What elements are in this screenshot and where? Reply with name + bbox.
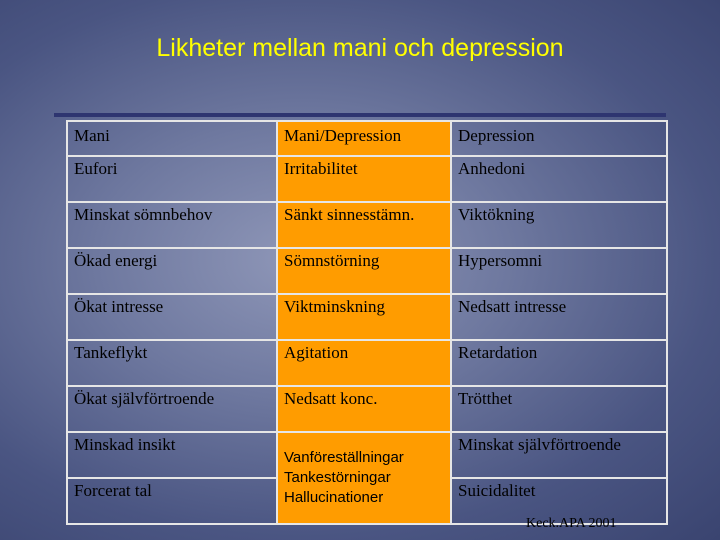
cell-depression: Suicidalitet — [451, 478, 667, 524]
slide-title: Likheter mellan mani och depression — [156, 34, 564, 62]
table-row — [67, 248, 667, 294]
cell-shared: Sömnstörning — [277, 248, 451, 294]
cell-mani: Ökat intresse — [67, 294, 277, 340]
table-row — [67, 340, 667, 386]
table-row — [67, 294, 667, 340]
cell-mani: Eufori — [67, 156, 277, 202]
cell-depression: Viktökning — [451, 202, 667, 248]
cell-mani: Ökad energi — [67, 248, 277, 294]
cell-depression: Retardation — [451, 340, 667, 386]
table-row — [67, 432, 667, 478]
cell-shared: Irritabilitet — [277, 156, 451, 202]
cell-shared-multiline — [277, 432, 451, 524]
cell-depression: Anhedoni — [451, 156, 667, 202]
header-depression: Depression — [451, 121, 667, 156]
cell-line: Tankestörningar — [284, 469, 391, 486]
table-header-row — [67, 121, 667, 156]
title-underline — [54, 113, 666, 117]
table-row — [67, 386, 667, 432]
cell-mani: Ökat självförtroende — [67, 386, 277, 432]
cell-shared: Sänkt sinnesstämn. — [277, 202, 451, 248]
cell-depression: Hypersomni — [451, 248, 667, 294]
cell-shared: Viktminskning — [277, 294, 451, 340]
cell-depression: Trötthet — [451, 386, 667, 432]
cell-depression: Minskat självförtroende — [451, 432, 667, 478]
cell-line: Vanföreställningar — [284, 449, 404, 466]
cell-shared: Agitation — [277, 340, 451, 386]
table-row — [67, 156, 667, 202]
header-mani: Mani — [67, 121, 277, 156]
cell-mani: Minskat sömnbehov — [67, 202, 277, 248]
cell-shared: Nedsatt konc. — [277, 386, 451, 432]
cell-mani: Tankeflykt — [67, 340, 277, 386]
header-mani-depression: Mani/Depression — [277, 121, 451, 156]
cell-mani: Forcerat tal — [67, 478, 277, 524]
cell-depression: Nedsatt intresse — [451, 294, 667, 340]
table-row — [67, 202, 667, 248]
cell-mani: Minskad insikt — [67, 432, 277, 478]
comparison-table — [66, 120, 668, 525]
cell-line: Hallucinationer — [284, 489, 384, 506]
citation: Keck.APA 2001 — [526, 516, 617, 531]
